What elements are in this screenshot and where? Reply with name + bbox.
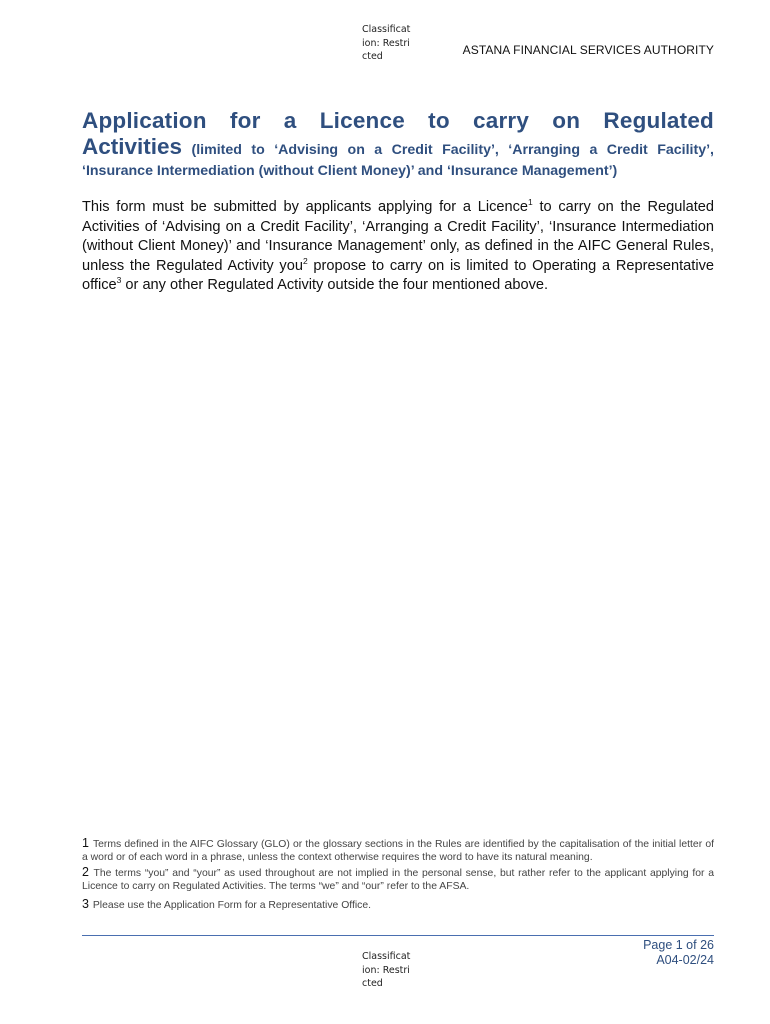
footnote-text: Please use the Application Form for a Representative Office. bbox=[92, 900, 372, 911]
intro-text-1: This form must be submitted by applicants applying for a Licence bbox=[82, 199, 529, 215]
footer-divider bbox=[82, 935, 714, 936]
title-subtitle-part-1: (limited to ‘Advising on a Credit Facility’, ‘Arranging a Credit Facility’, bbox=[191, 142, 714, 158]
intro-text-2: to carry on the Regulated Activities of ‘Advising on a Credit Facility’, ‘Arranging a Credit Facility’, ‘Insurance Intermediation (without Client Money)’ and ‘Insurance Management’ only, as defined in the AIFC General Rules, unless the Regulated Activity you bbox=[82, 199, 714, 274]
header-authority-name: ASTANA FINANCIAL SERVICES AUTHORITY bbox=[462, 43, 714, 57]
footnote-number: 2 bbox=[82, 865, 89, 879]
title-line-2 bbox=[82, 136, 714, 182]
footer-page-info bbox=[643, 938, 714, 967]
title-line-1: Application for a Licence to carry on Regulated bbox=[82, 108, 714, 133]
footnote-number: 3 bbox=[82, 897, 89, 911]
intro-paragraph bbox=[82, 198, 714, 296]
footnote-text: The terms “you” and “your” as used throughout are not implied in the personal sense, but rather refer to the applicant applying for a Licence to carry on Regulated Activities. The terms “we” and “our” refer to the AFSA. bbox=[82, 868, 715, 892]
intro-text-4: or any other Regulated Activity outside the four mentioned above. bbox=[121, 277, 549, 294]
footnote-item bbox=[82, 837, 714, 864]
footer-classification-label: Classification: Restricted bbox=[362, 951, 411, 989]
footnote-item bbox=[82, 898, 714, 912]
footnote-number: 1 bbox=[82, 836, 89, 850]
document-code: A04-02/24 bbox=[656, 952, 714, 967]
header-classification-label: Classification: Restricted bbox=[362, 24, 411, 62]
footnote-text: Terms defined in the AIFC Glossary (GLO) or the glossary sections in the Rules are identified by the capitalisation of the initial letter of a word or of each word in a phrase, unless the context otherwise requires the word to have its natural meaning. bbox=[82, 839, 714, 863]
intro-text-3: propose to carry on is limited to Operating a Representative office bbox=[82, 257, 714, 294]
page-number: Page 1 of 26 bbox=[643, 938, 714, 952]
title-subtitle-part-2: ‘Insurance Intermediation (without Client Money)’ and ‘Insurance Management’) bbox=[82, 163, 618, 179]
footnotes-section bbox=[82, 837, 714, 914]
footnote-item bbox=[82, 866, 714, 893]
page-title bbox=[82, 106, 714, 182]
footnote-ref-1[interactable]: 1 bbox=[528, 197, 533, 207]
footnote-ref-2[interactable]: 2 bbox=[302, 255, 308, 266]
footnote-ref-3[interactable]: 3 bbox=[116, 275, 122, 286]
title-word-activities: Activities bbox=[82, 134, 183, 159]
